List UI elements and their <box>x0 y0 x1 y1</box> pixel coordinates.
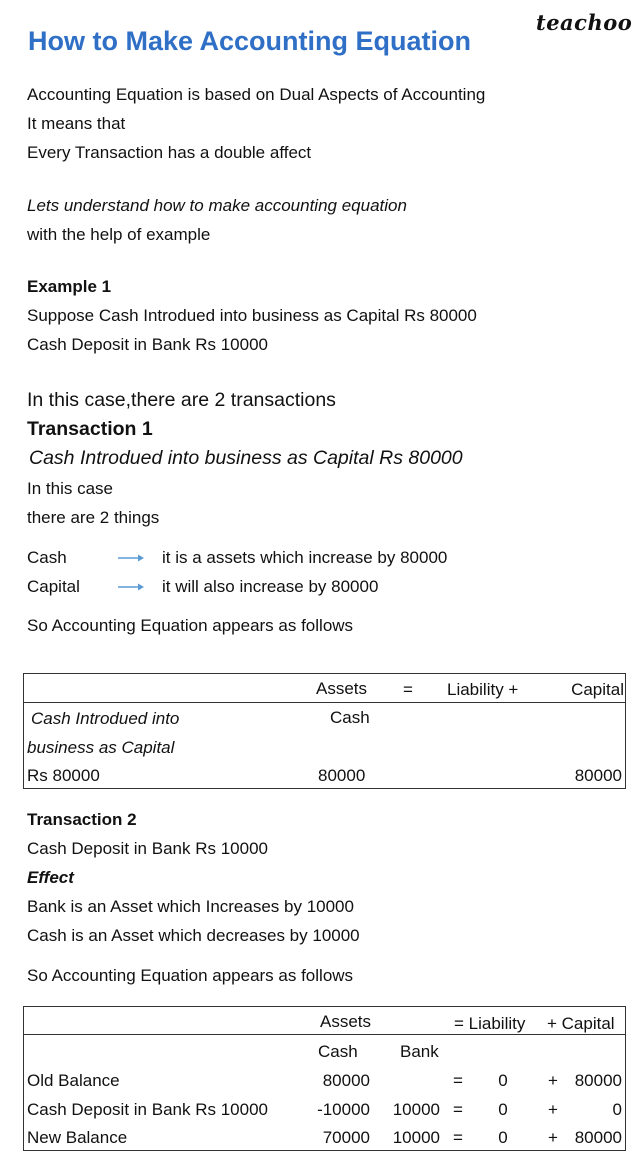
t2-row-cash: 80000 <box>322 1071 370 1090</box>
t1-header-assets: Assets <box>316 679 368 698</box>
t2-line-1: Bank is an Asset which Increases by 10000 <box>27 897 354 916</box>
intro-line-3: Every Transaction has a double affect <box>27 143 312 162</box>
t2-row-liability: 0 <box>498 1100 508 1119</box>
t2-header-equals-liability: = Liability <box>454 1014 526 1033</box>
item-cash-label: Cash <box>27 548 67 567</box>
t1-header-liability: Liability + <box>447 680 519 699</box>
item-capital-label: Capital <box>27 577 80 596</box>
t2-row-liability: 0 <box>498 1071 508 1090</box>
t1-sub-cash: Cash <box>330 708 370 727</box>
t2-row-label: Old Balance <box>27 1071 120 1090</box>
transaction-2-desc: Cash Deposit in Bank Rs 10000 <box>27 839 268 858</box>
t2-header-assets: Assets <box>320 1012 372 1031</box>
intro-line-1: Accounting Equation is based on Dual Aspects of Accounting <box>27 85 486 104</box>
arrow-right-icon <box>118 582 144 592</box>
t2-row-cash: -10000 <box>317 1100 370 1119</box>
t2-row-plus: + <box>548 1071 558 1090</box>
teachoo-logo: teachoo <box>536 10 633 35</box>
t1-cash-value: 80000 <box>318 766 366 785</box>
t1-row-desc-3: Rs 80000 <box>27 766 100 785</box>
t2-row-equals: = <box>453 1071 463 1090</box>
transaction-1-heading: Transaction 1 <box>27 418 153 440</box>
effect-heading: Effect <box>27 868 74 887</box>
t2-sub-cash: Cash <box>318 1042 358 1061</box>
case-line: In this case,there are 2 transactions <box>27 389 336 411</box>
t1-capital-value: 80000 <box>574 766 622 785</box>
t2-row-capital: 80000 <box>574 1128 622 1147</box>
page-title: How to Make Accounting Equation <box>28 26 471 56</box>
t1-line-1: In this case <box>27 479 113 498</box>
transaction-1-desc: Cash Introdued into business as Capital Rs 80000 <box>29 447 463 469</box>
t2-sub-bank: Bank <box>400 1042 439 1061</box>
t1-header-capital: Capital <box>571 680 624 699</box>
table-2-header-divider <box>23 1034 626 1035</box>
t2-row-equals: = <box>453 1128 463 1147</box>
t2-row-capital: 0 <box>612 1100 622 1119</box>
example-heading: Example 1 <box>27 277 112 296</box>
t1-row-desc-2: business as Capital <box>27 738 175 757</box>
t1-line-2: there are 2 things <box>27 508 160 527</box>
transaction-2-heading: Transaction 2 <box>27 810 137 829</box>
t2-row-bank: 10000 <box>392 1128 440 1147</box>
t2-row-plus: + <box>548 1100 558 1119</box>
table-1-header-divider <box>23 702 626 703</box>
t1-header-equals: = <box>403 680 413 699</box>
arrow-right-icon <box>118 553 144 563</box>
item-cash-text: it is a assets which increase by 80000 <box>162 548 448 567</box>
t2-row-label: Cash Deposit in Bank Rs 10000 <box>27 1100 268 1119</box>
t2-row-label: New Balance <box>27 1128 128 1147</box>
lead-line-1: Lets understand how to make accounting equation <box>27 196 407 215</box>
item-capital-text: it will also increase by 80000 <box>162 577 379 596</box>
t2-header-plus-capital: + Capital <box>547 1014 615 1033</box>
t2-so-line: So Accounting Equation appears as follows <box>27 966 354 985</box>
t2-row-liability: 0 <box>498 1128 508 1147</box>
example-line-1: Suppose Cash Introdued into business as Capital Rs 80000 <box>27 306 477 325</box>
t2-row-bank: 10000 <box>392 1100 440 1119</box>
t2-row-cash: 70000 <box>322 1128 370 1147</box>
t2-row-capital: 80000 <box>574 1071 622 1090</box>
t2-row-equals: = <box>453 1100 463 1119</box>
t1-row-desc-1: Cash Introdued into <box>31 709 180 728</box>
example-line-2: Cash Deposit in Bank Rs 10000 <box>27 335 268 354</box>
lead-line-2: with the help of example <box>27 225 211 244</box>
t2-line-2: Cash is an Asset which decreases by 10000 <box>27 926 360 945</box>
t1-so-line: So Accounting Equation appears as follows <box>27 616 354 635</box>
t2-row-plus: + <box>548 1128 558 1147</box>
intro-line-2: It means that <box>27 114 126 133</box>
